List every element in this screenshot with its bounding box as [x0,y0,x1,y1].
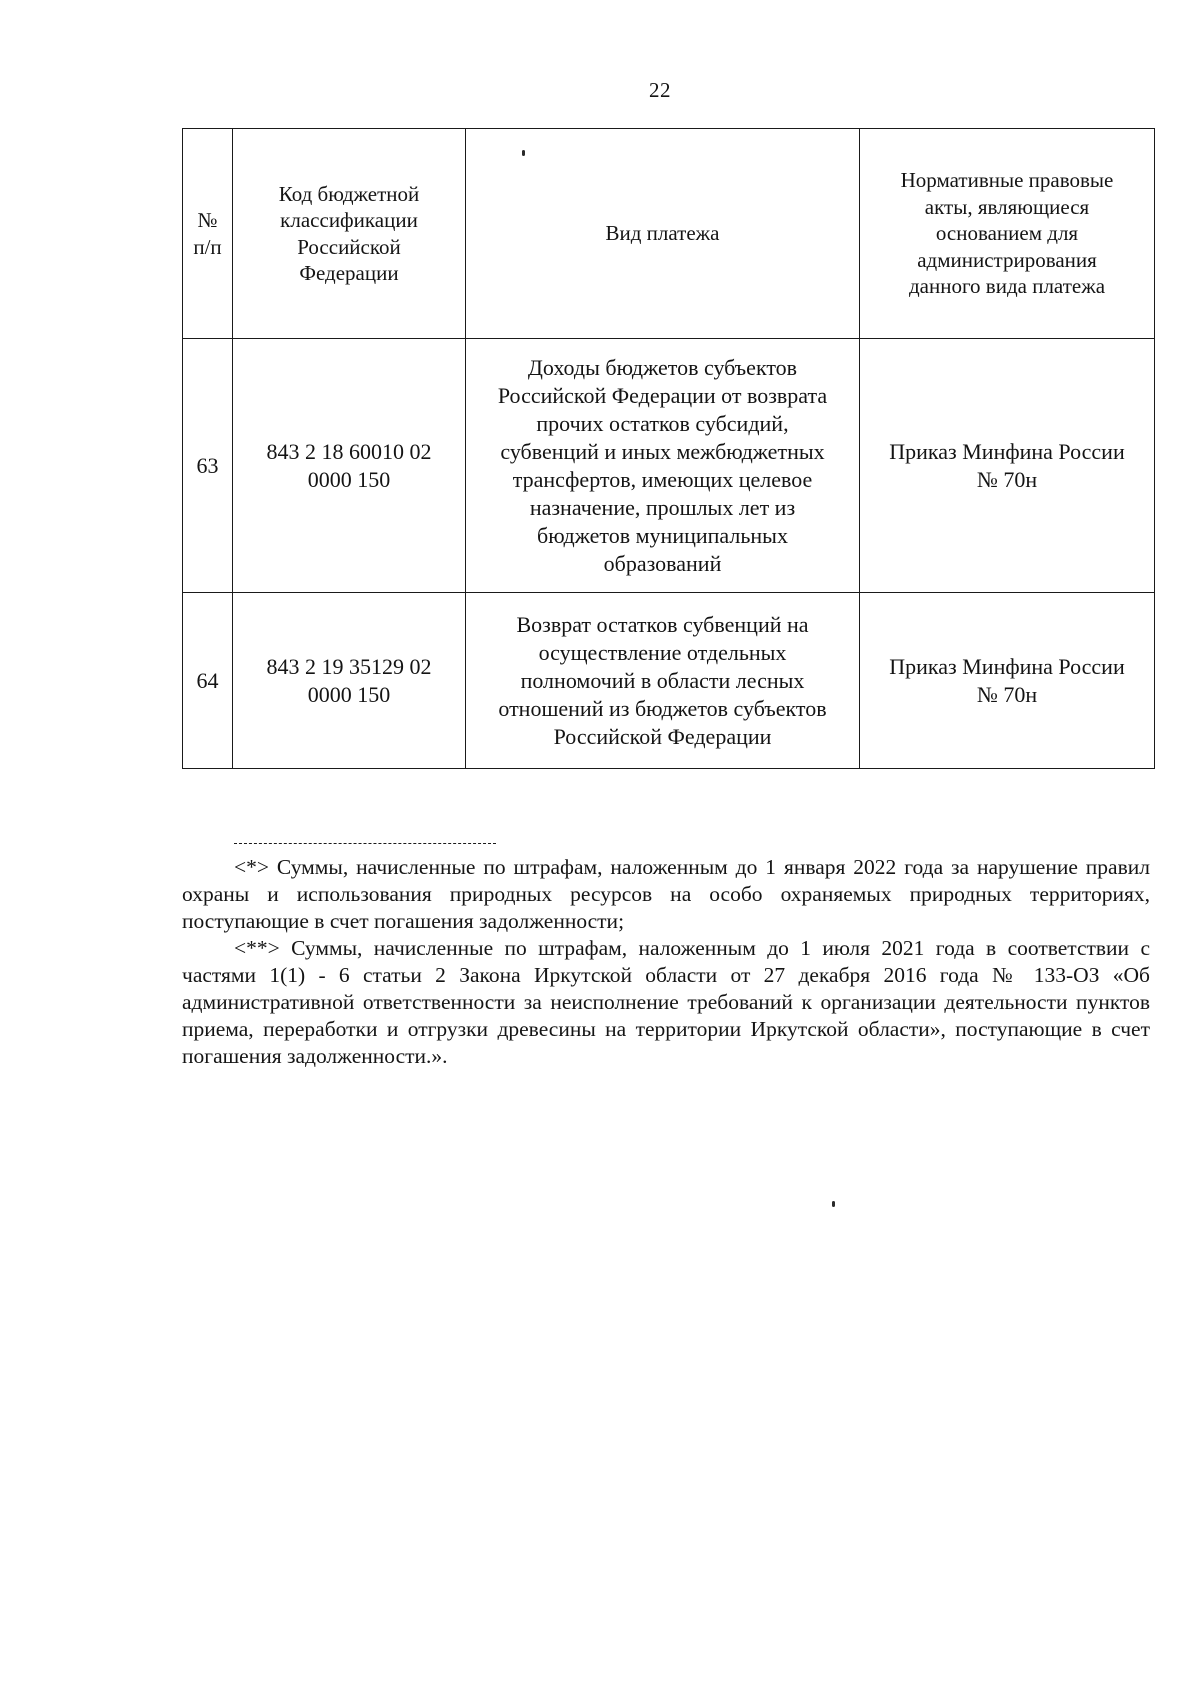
legal-act-line: № 70н [976,466,1038,492]
payment-type-line: Доходы бюджетов субъектов [527,354,798,380]
header-number-line: п/п [193,234,222,259]
header-legal-acts-line: данного вида платежа [908,274,1106,299]
payment-type-line: назначение, прошлых лет из [529,494,796,520]
legal-act-line: Приказ Минфина России [889,653,1125,679]
payment-type-line: осуществление отдельных [538,639,787,665]
table-header-row [183,129,1155,339]
header-budget-code-line: Российской [297,234,401,259]
header-legal-acts-line: акты, являющиеся [924,194,1090,219]
payment-type-line: отношений из бюджетов субъектов [498,695,827,721]
payment-types-table-container [182,128,1154,769]
header-number [183,129,233,339]
header-legal-acts-line: администрирования [917,247,1097,272]
row-legal-act [860,339,1155,593]
payment-type-line: трансфертов, имеющих целевое [512,466,813,492]
header-legal-acts-line: Нормативные правовые [900,168,1114,193]
payment-type-line: полномочий в области лесных [520,667,805,693]
header-payment-type [466,129,860,339]
payment-type-line: бюджетов муниципальных [537,522,788,548]
header-legal-acts [860,129,1155,339]
table-row [183,593,1155,769]
header-budget-code [233,129,466,339]
legal-act-line: № 70н [976,681,1038,707]
row-budget-code [233,339,466,593]
header-budget-code-line: Код бюджетной [278,181,420,206]
payment-type-line: образований [603,550,722,576]
payment-type-line: Российской Федерации [553,723,772,749]
footnote-single-star: <*> Суммы, начисленные по штрафам, наложенным до 1 января 2022 года за нарушение правил охраны и использования природных ресурсов на особо охраняемых природных территориях, поступающие в счет погашения задолженности; [182,855,1150,933]
payment-type-line: Возврат остатков субвенций на [516,611,809,637]
row-budget-code [233,593,466,769]
footnote-separator [234,843,496,844]
row-payment-type [466,339,860,593]
budget-code-line: 843 2 18 60010 02 [266,438,432,464]
payment-type-line: прочих остатков субсидий, [536,410,789,436]
footnotes [182,854,1150,1070]
budget-code-line: 0000 150 [307,466,391,492]
scan-speck-mark [522,150,525,156]
page-number: 22 [649,78,671,102]
payment-types-table [182,128,1155,769]
legal-act-line: Приказ Минфина России [889,438,1125,464]
header-budget-code-line: Федерации [299,261,399,285]
scan-speck-mark [832,1201,835,1207]
row-legal-act [860,593,1155,769]
row-number: 64 [183,593,233,769]
row-number: 63 [183,339,233,593]
row-payment-type [466,593,860,769]
header-payment-type-line: Вид платежа [605,221,720,246]
footnote-double-star: <**> Суммы, начисленные по штрафам, наложенным до 1 июля 2021 года в соответствии с частями 1(1) - 6 статьи 2 Закона Иркутской области от 27 декабря 2016 года № 133-ОЗ «Об административной ответственности за неисполнение требований к организации деятельности пунктов приема, переработки и отгрузки древесины на территории Иркутской области», поступающие в счет погашения задолженности.». [182,936,1150,1068]
table-row [183,339,1155,593]
payment-type-line: субвенций и иных межбюджетных [500,438,825,464]
header-legal-acts-line: основанием для [935,221,1079,246]
header-budget-code-line: классификации [280,208,418,232]
budget-code-line: 0000 150 [307,681,391,707]
header-number-line: № [197,208,218,232]
payment-type-line: Российской Федерации от возврата [497,382,828,408]
budget-code-line: 843 2 19 35129 02 [266,653,432,679]
